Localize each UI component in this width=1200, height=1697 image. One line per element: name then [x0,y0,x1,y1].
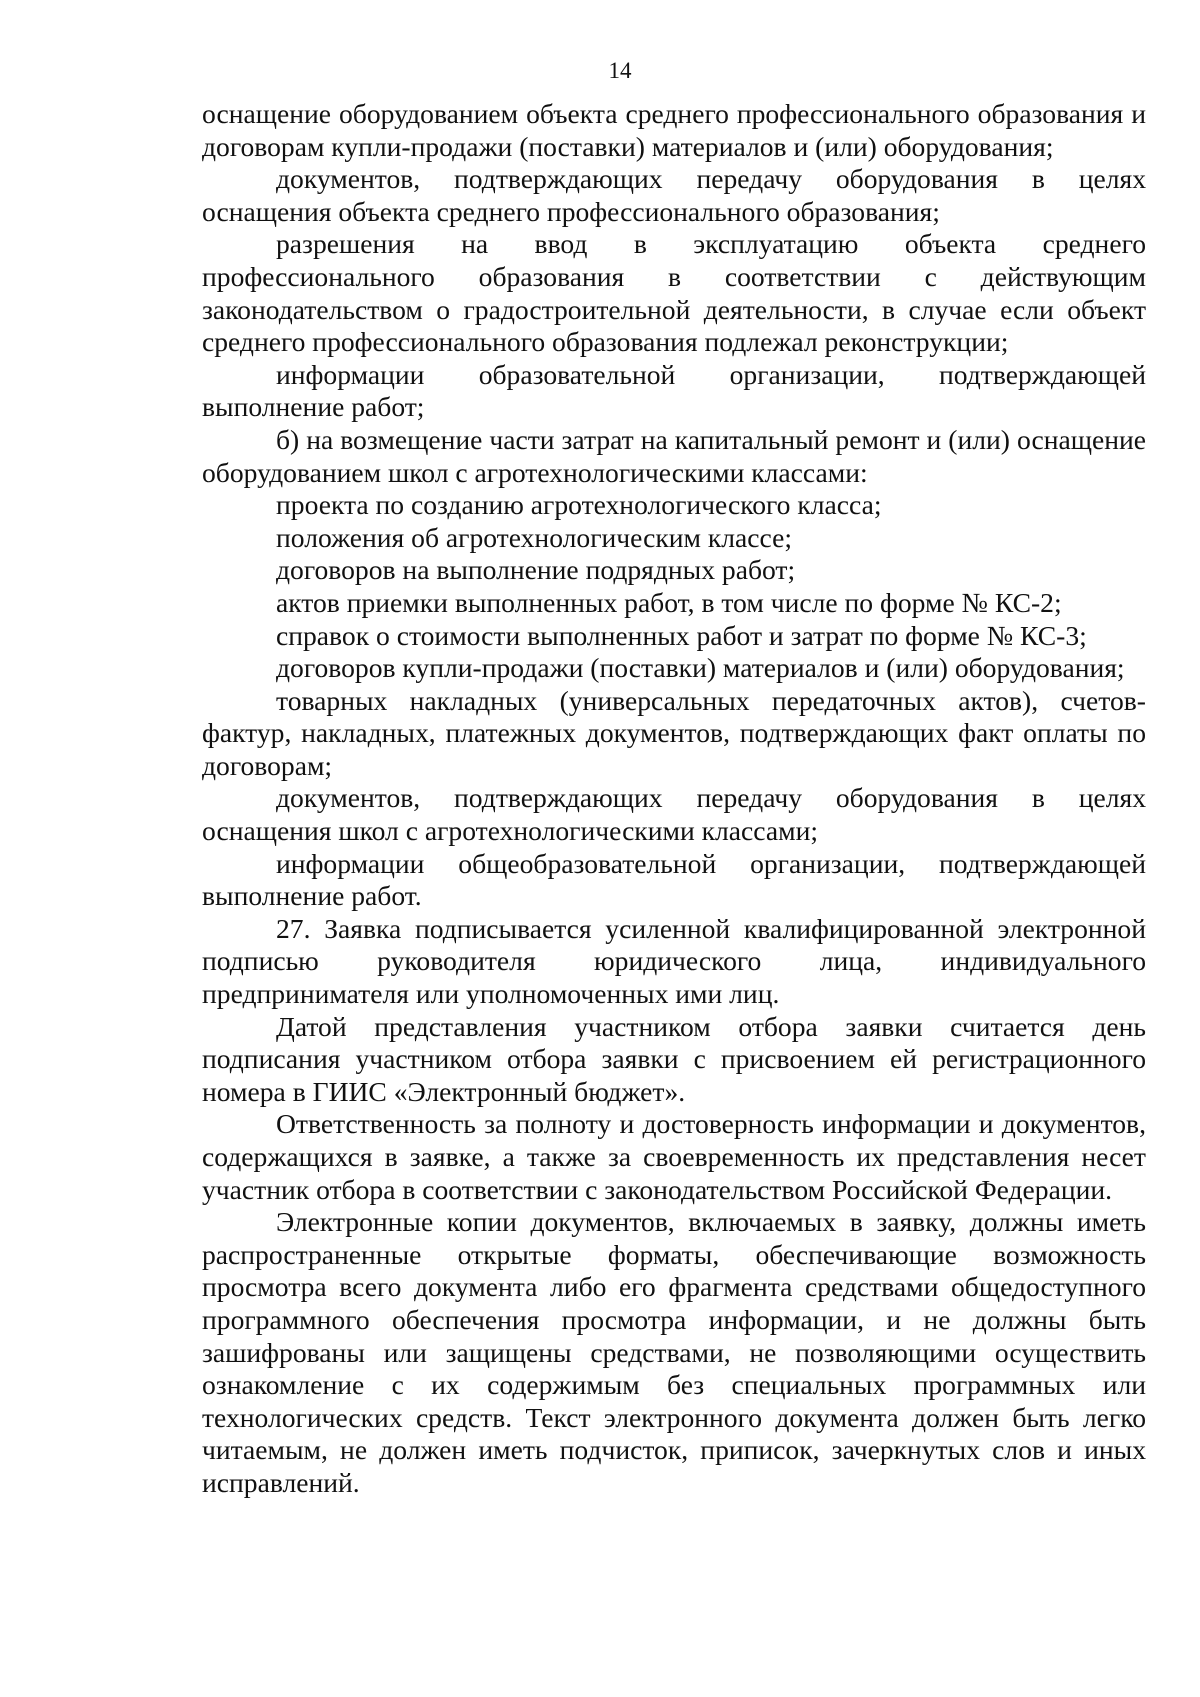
paragraph: документов, подтверждающих передачу оборудования в целях оснащения школ с агротехнологическими классами; [202,782,1146,847]
paragraph: Ответственность за полноту и достоверность информации и документов, содержащихся в заявке, а также за своевременность их представления несет участник отбора в соответствии с законодательством Российской Федерации. [202,1108,1146,1205]
paragraph: товарных накладных (универсальных передаточных актов), счетов-фактур, накладных, платежных документов, подтверждающих факт оплаты по договорам; [202,684,1146,781]
document-body [202,98,1146,1500]
paragraph: договоров на выполнение подрядных работ; [276,554,796,586]
page-number: 14 [608,58,632,83]
paragraph: договоров купли-продажи (поставки) материалов и (или) оборудования; [276,652,1125,684]
paragraph: справок о стоимости выполненных работ и затрат по форме № КС-3; [276,619,1087,651]
paragraph: разрешения на ввод в эксплуатацию объекта среднего профессионального образования в соответствии с действующим законодательством о градостроительной деятельности, в случае если объект среднего профессионального образования подлежал реконструкции; [202,228,1146,358]
paragraph: проекта по созданию агротехнологического класса; [276,489,882,521]
paragraph: оснащение оборудованием объекта среднего профессионального образования и договорам купли-продажи (поставки) материалов и (или) оборудования; [202,98,1146,162]
paragraph: документов, подтверждающих передачу оборудования в целях оснащения объекта среднего профессионального образования; [202,163,1146,227]
paragraph: положения об агротехнологическим классе; [276,521,793,553]
paragraph: информации общеобразовательной организации, подтверждающей выполнение работ. [202,847,1146,912]
paragraph: актов приемки выполненных работ, в том числе по форме № КС-2; [276,586,1062,618]
paragraph: б) на возмещение части затрат на капитальный ремонт и (или) оснащение оборудованием школ с агротехнологическими классами: [202,423,1146,488]
paragraph: 27. Заявка подписывается усиленной квалифицированной электронной подписью руководителя юридического лица, индивидуального предпринимателя или уполномоченных ими лиц. [202,912,1146,1010]
paragraph: Датой представления участником отбора заявки считается день подписания участником отбора заявки с присвоением ей регистрационного номера в ГИИС «Электронный бюджет». [202,1010,1146,1107]
paragraph: информации образовательной организации, подтверждающей выполнение работ; [202,358,1146,423]
paragraph: Электронные копии документов, включаемых в заявку, должны иметь распространенные открытые форматы, обеспечивающие возможность просмотра всего документа либо его фрагмента средствами общедоступного программного обеспечения просмотра информации, и не должны быть зашифрованы или защищены средствами, не позволяющими осуществить ознакомление с их содержимым без специальных программных или технологических средств. Текст электронного документа должен быть легко читаемым, не должен иметь подчисток, приписок, зачеркнутых слов и иных исправлений. [202,1206,1146,1498]
